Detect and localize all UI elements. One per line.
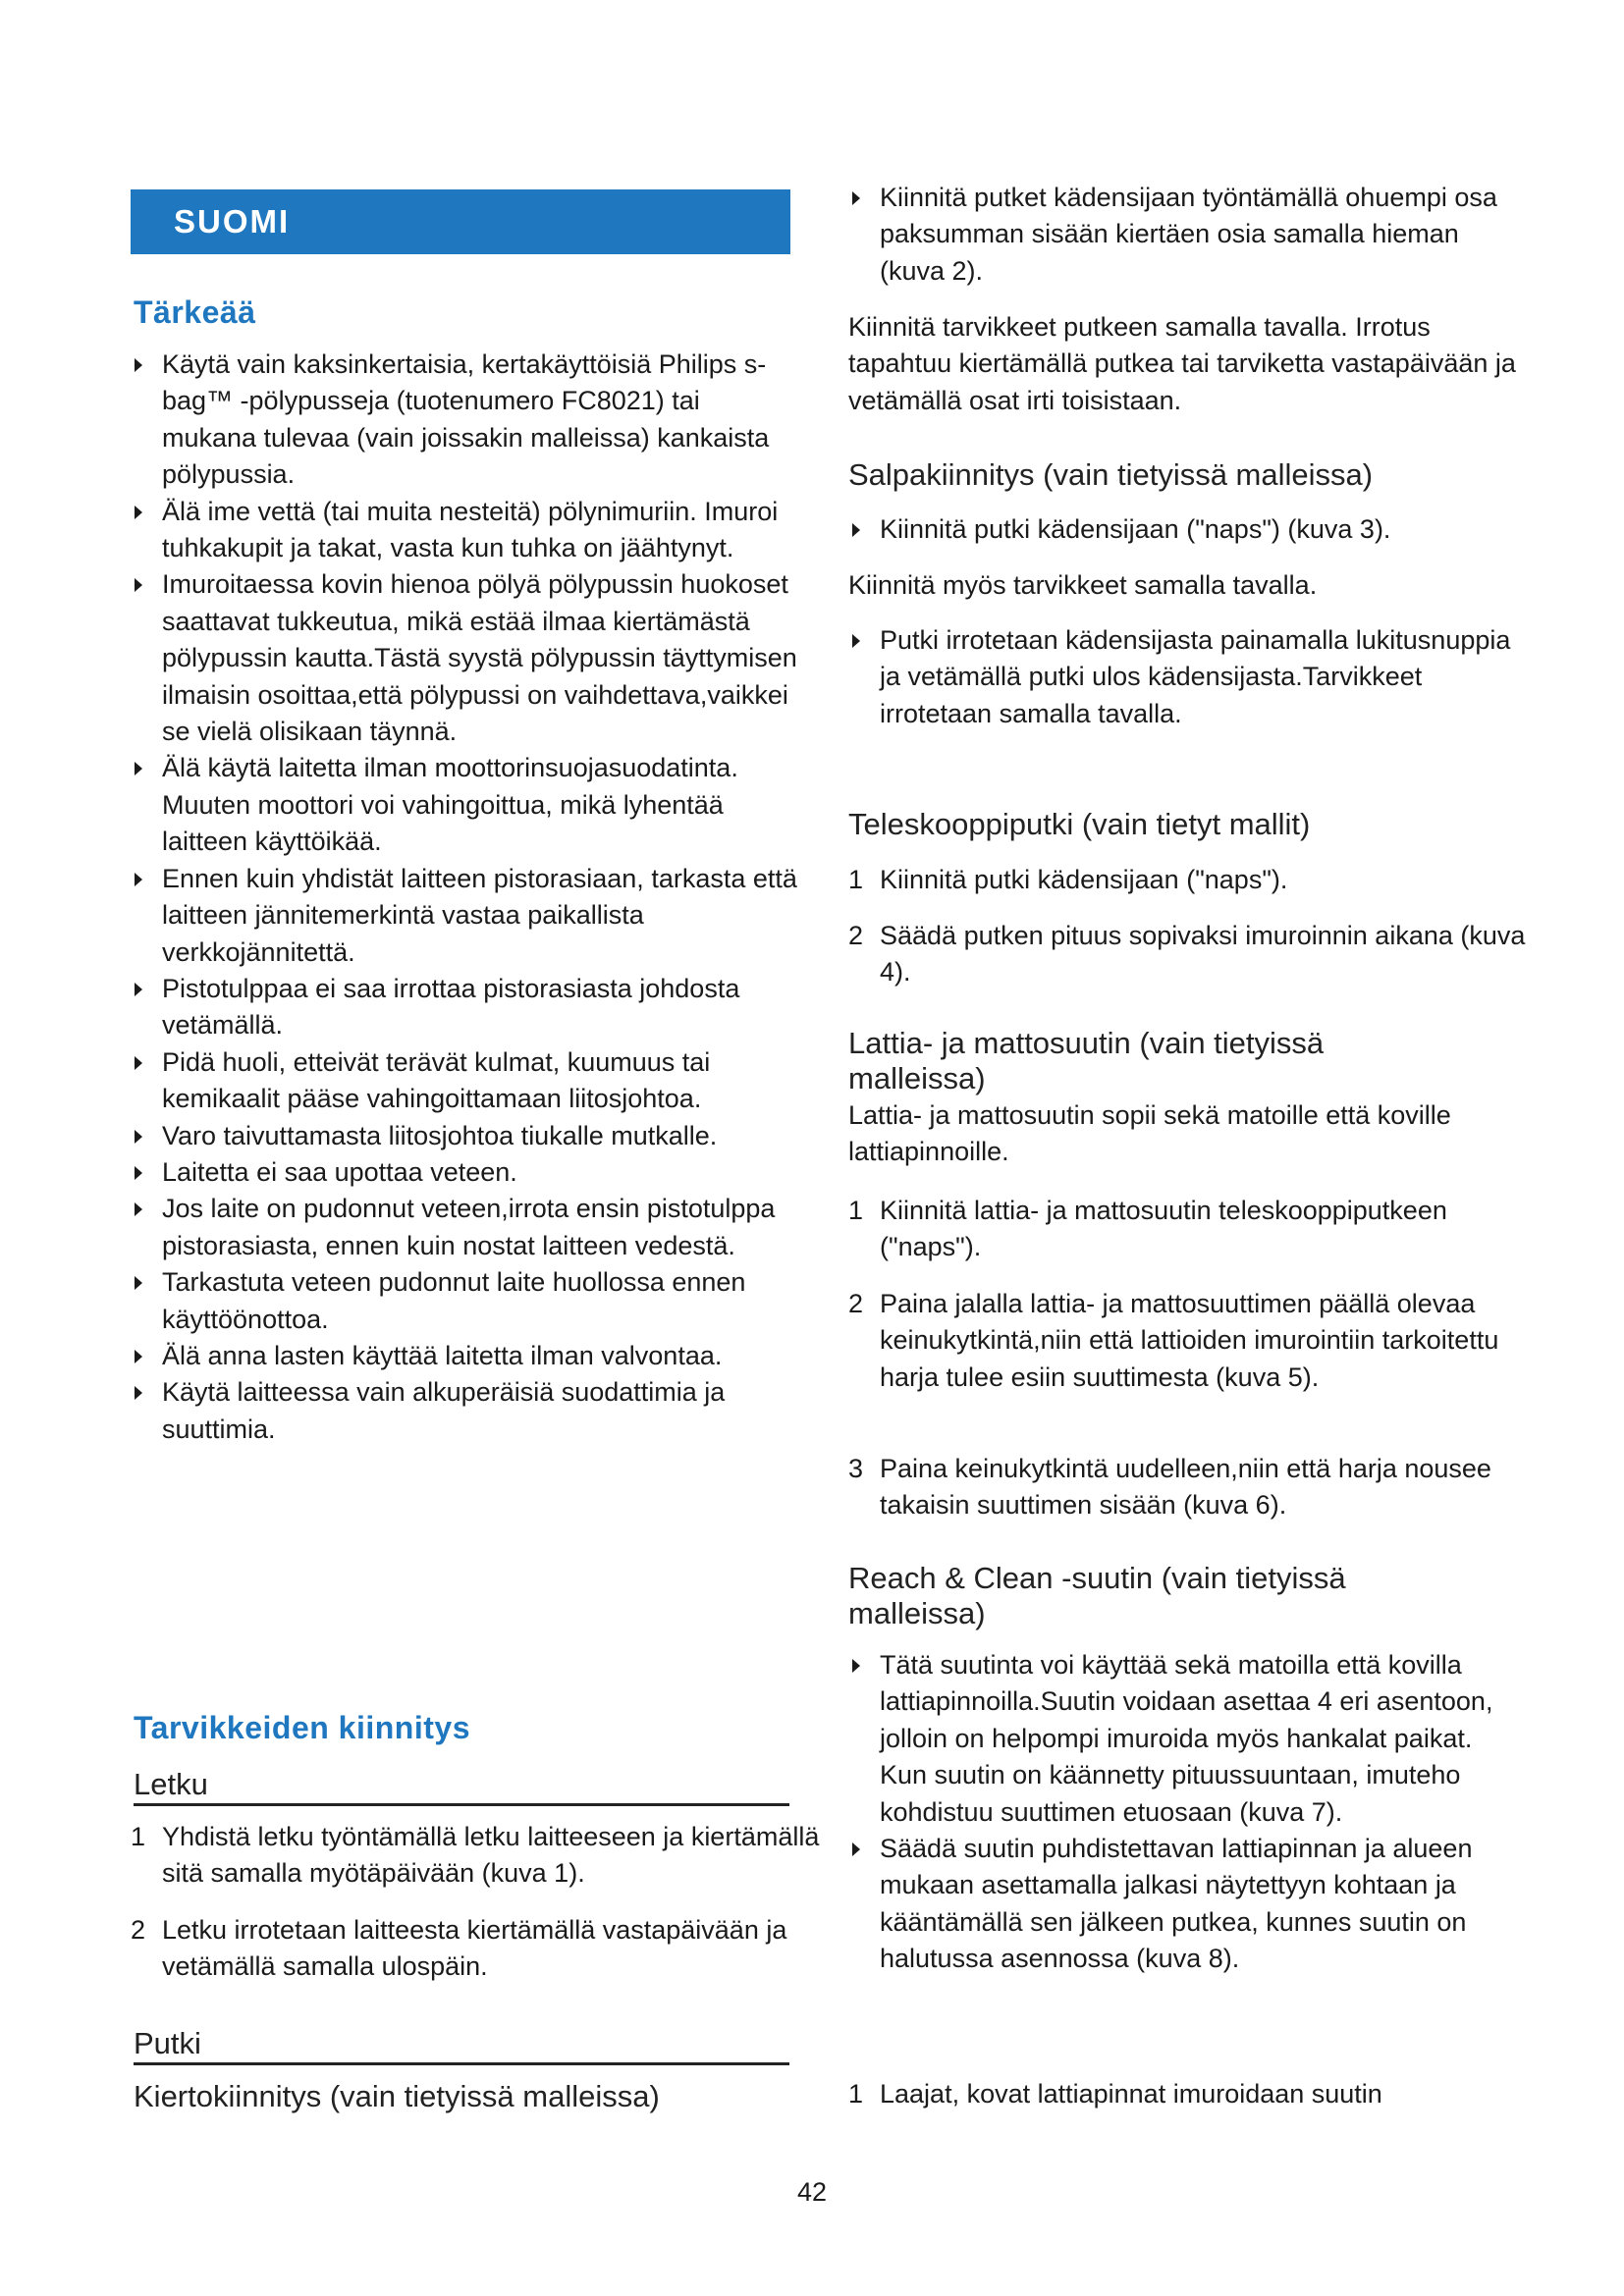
floor-step xyxy=(848,1286,1547,1396)
language-banner: SUOMI xyxy=(131,189,790,254)
step-text: Kiinnitä putki kädensijaan ("naps"). xyxy=(880,865,1288,894)
latch-heading: Salpakiinnitys (vain tietyissä malleissa) xyxy=(848,457,1374,492)
latch-paragraph: Kiinnitä myös tarvikkeet samalla tavalla. xyxy=(848,570,1318,600)
reach-clean-list xyxy=(848,1647,1516,1978)
bullet-icon xyxy=(852,523,860,537)
list-item: Varo taivuttamasta liitosjohtoa tiukalle mutkalle. xyxy=(131,1118,798,1154)
list-item: Kiinnitä putki kädensijaan ("naps") (kuva 3). xyxy=(848,511,1516,548)
bullet-icon xyxy=(852,634,860,648)
list-item: Älä ime vettä (tai muita nesteitä) pölynimuriin. Imuroi tuhkakupit ja takat, vasta kun tuhka on jäähtynyt. xyxy=(131,494,798,567)
tube-heading: Putki xyxy=(134,2026,789,2065)
list-item: Pistotulppaa ei saa irrottaa pistorasiasta johdosta vetämällä. xyxy=(131,971,798,1044)
latch-list-2 xyxy=(848,622,1516,732)
page-number: 42 xyxy=(796,2177,828,2207)
telescopic-step xyxy=(848,862,1547,898)
list-item: Pidä huoli, etteivät terävät kulmat, kuumuus tai kemikaalit pääse vahingoittamaan liitosjohtoa. xyxy=(131,1044,798,1118)
list-item: Käytä laitteessa vain alkuperäisiä suodattimia ja suuttimia. xyxy=(131,1374,798,1448)
bullet-icon xyxy=(135,578,142,592)
step-number: 2 xyxy=(848,1289,864,1318)
attachments-heading: Tarvikkeiden kiinnitys xyxy=(134,1710,470,1745)
floor-nozzle-paragraph: Lattia- ja mattosuutin sopii sekä matoille että koville lattiapinnoille. xyxy=(848,1100,1451,1167)
step-number: 2 xyxy=(131,1915,146,1945)
bullet-icon xyxy=(135,1350,142,1363)
hose-heading: Letku xyxy=(134,1767,789,1806)
list-item: Putki irrotetaan kädensijasta painamalla lukitusnuppia ja vetämällä putki ulos kädensijasta.Tarvikkeet irrotetaan samalla tavalla. xyxy=(848,622,1516,732)
step-text: Paina jalalla lattia- ja mattosuuttimen päällä olevaa keinukytkintä,niin että lattioiden imurointiin tarkoitettu harja tulee esiin suuttimesta (kuva 5). xyxy=(880,1289,1499,1392)
bullet-icon xyxy=(852,1842,860,1856)
bullet-icon xyxy=(135,1202,142,1216)
step-number: 1 xyxy=(848,2079,864,2109)
list-item: Älä käytä laitetta ilman moottorinsuojasuodatinta. Muuten moottori voi vahingoittua, mikä lyhentää laitteen käyttöikää. xyxy=(131,750,798,860)
bullet-icon xyxy=(135,358,142,372)
hose-step xyxy=(131,1819,830,1893)
bullet-icon xyxy=(135,1386,142,1400)
list-item: Tarkastuta veteen pudonnut laite huollossa ennen käyttöönottoa. xyxy=(131,1264,798,1338)
list-item: Älä anna lasten käyttää laitetta ilman valvontaa. xyxy=(131,1338,798,1374)
telescopic-step xyxy=(848,918,1547,991)
list-item: Jos laite on pudonnut veteen,irrota ensin pistotulppa pistorasiasta, ennen kuin nostat laitteen vedestä. xyxy=(131,1191,798,1264)
step-text: Paina keinukytkintä uudelleen,niin että harja nousee takaisin suuttimen sisään (kuva 6). xyxy=(880,1454,1491,1521)
floor-step xyxy=(848,1451,1547,1524)
floor-nozzle-heading: Lattia- ja mattosuutin (vain tietyissä malleissa) xyxy=(848,1026,1325,1095)
list-item: Kiinnitä putket kädensijaan työntämällä ohuempi osa paksumman sisään kiertäen osia samalla hieman (kuva 2). xyxy=(848,180,1516,290)
important-list xyxy=(131,347,798,1448)
list-item: Tätä suutinta voi käyttää sekä matoilla että kovilla lattiapinnoilla.Suutin voidaan asettaa 4 eri asentoon, jolloin on helpompi imuroida myös hankalat paikat. Kun suutin on käännetty pituussuuntaan, imuteho kohdistuu suuttimen etuosaan (kuva 7). xyxy=(848,1647,1516,1831)
step-number: 2 xyxy=(848,921,864,950)
latch-list xyxy=(848,511,1516,548)
list-item: Käytä vain kaksinkertaisia, kertakäyttöisiä Philips s-bag™ -pölypusseja (tuotenumero FC8021) tai mukana tulevaa (vain joissakin malleissa) kankaista pölypussia. xyxy=(131,347,798,494)
twist-list xyxy=(848,180,1516,290)
bullet-icon xyxy=(135,1276,142,1290)
step-text: Kiinnitä lattia- ja mattosuutin teleskooppiputkeen ("naps"). xyxy=(880,1196,1447,1262)
reach-clean-heading: Reach & Clean -suutin (vain tietyissä malleissa) xyxy=(848,1561,1346,1630)
bullet-icon xyxy=(135,1056,142,1070)
step-number: 1 xyxy=(848,865,864,894)
list-item: Imuroitaessa kovin hienoa pölyä pölypussin huokoset saattavat tukkeutua, mikä estää ilmaa kiertämästä pölypussin kautta.Tästä syystä pölypussin täyttymisen ilmaisin osoittaa,että pölypussi on vaihdettava,vaikkei se vielä olisikaan täynnä. xyxy=(131,566,798,750)
list-item: Ennen kuin yhdistät laitteen pistorasiaan, tarkasta että laitteen jännitemerkintä vastaa paikallista verkkojännitettä. xyxy=(131,861,798,971)
step-number: 1 xyxy=(131,1822,146,1851)
bullet-icon xyxy=(135,1130,142,1144)
step-number: 1 xyxy=(848,1196,864,1225)
floor-step xyxy=(848,1193,1547,1266)
bullet-icon xyxy=(852,1659,860,1673)
step-text: Laajat, kovat lattiapinnat imuroidaan suutin xyxy=(880,2079,1382,2109)
hose-step xyxy=(131,1912,830,1986)
step-number: 3 xyxy=(848,1454,864,1483)
step-text: Letku irrotetaan laitteesta kiertämällä vastapäivään ja vetämällä samalla ulospäin. xyxy=(162,1915,787,1982)
bullet-icon xyxy=(852,191,860,205)
reach-clean-step xyxy=(848,2076,1547,2112)
bullet-icon xyxy=(135,983,142,996)
bullet-icon xyxy=(135,762,142,775)
important-heading: Tärkeää xyxy=(134,294,256,330)
list-item: Laitetta ei saa upottaa veteen. xyxy=(131,1154,798,1191)
bullet-icon xyxy=(135,1166,142,1180)
telescopic-heading: Teleskooppiputki (vain tietyt mallit) xyxy=(848,807,1311,841)
step-text: Säädä putken pituus sopivaksi imuroinnin aikana (kuva 4). xyxy=(880,921,1526,988)
twist-paragraph: Kiinnitä tarvikkeet putkeen samalla tavalla. Irrotus tapahtuu kiertämällä putkea tai tarviketta vastapäivään ja vetämällä osat irti toisistaan. xyxy=(848,312,1516,415)
list-item: Säädä suutin puhdistettavan lattiapinnan ja alueen mukaan asettamalla jalkasi näytettyyn kohtaan ja kääntämällä sen jälkeen putkea, kunnes suutin on halutussa asennossa (kuva 8). xyxy=(848,1831,1516,1978)
step-text: Yhdistä letku työntämällä letku laitteeseen ja kiertämällä sitä samalla myötäpäivään (kuva 1). xyxy=(162,1822,820,1889)
twist-lock-heading: Kiertokiinnitys (vain tietyissä malleissa) xyxy=(134,2079,660,2113)
bullet-icon xyxy=(135,873,142,886)
bullet-icon xyxy=(135,506,142,519)
